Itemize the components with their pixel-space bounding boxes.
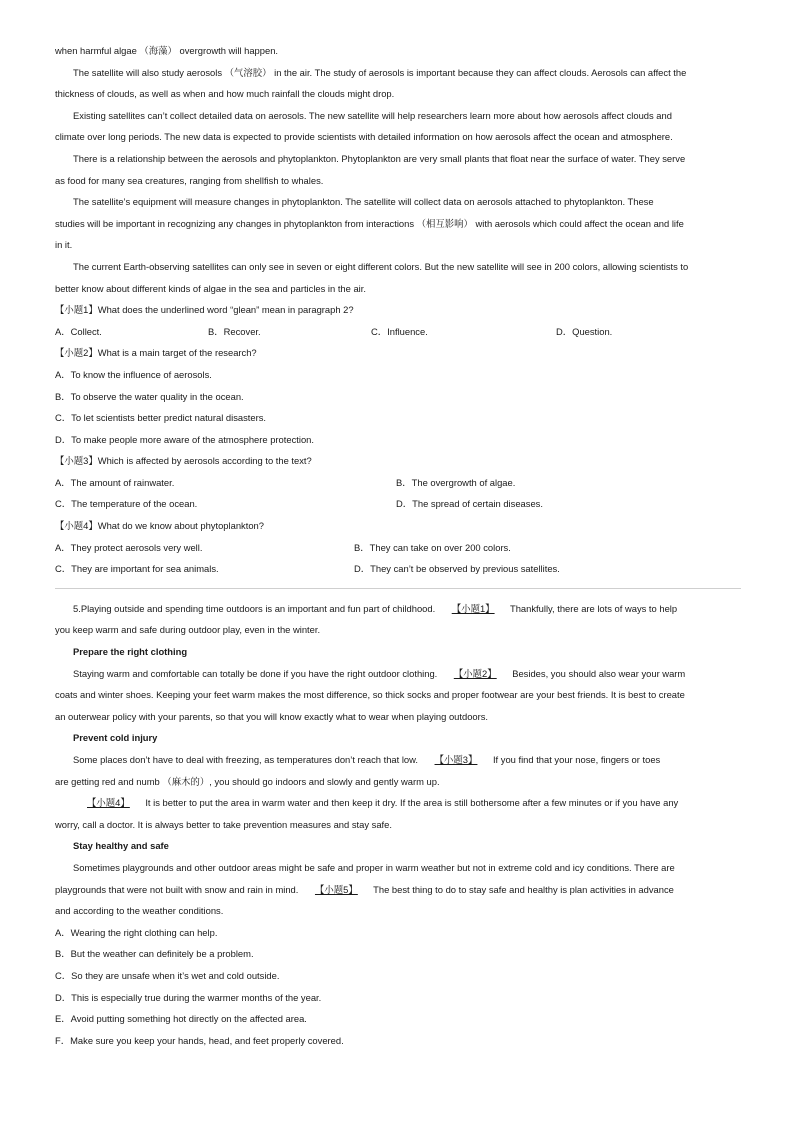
option-a[interactable]: A．Collect.	[55, 325, 102, 337]
passage-line: studies will be important in recognizing any changes in phytoplankton from interactions （相互影响） with aerosols which could affect the ocean and life	[55, 217, 684, 229]
section-heading: Prevent cold injury	[73, 732, 158, 744]
passage-line: worry, call a doctor. It is always better to take prevention measures and stay safe.	[55, 818, 392, 830]
section-heading: Prepare the right clothing	[73, 646, 188, 658]
blank-label: 【小题5】	[314, 883, 358, 895]
question-stem: 【小题3】Which is affected by aerosols according to the text?	[55, 455, 312, 467]
passage-text: Besides, you should also wear your warm	[512, 667, 686, 679]
option-b[interactable]: B．Recover.	[208, 325, 261, 337]
question-options-row	[55, 472, 742, 494]
section-divider	[55, 588, 741, 589]
passage-line: you keep warm and safe during outdoor play, even in the winter.	[55, 624, 321, 636]
blank-label: 【小题4】	[87, 797, 130, 809]
option-e[interactable]: E．Avoid putting something hot directly on the affected area.	[55, 1013, 307, 1025]
blank-label: 【小题2】	[453, 667, 497, 679]
option-d[interactable]: D．The spread of certain diseases.	[396, 498, 543, 510]
option-a[interactable]: A．They protect aerosols very well.	[55, 541, 203, 553]
question-2	[55, 342, 742, 450]
option-d[interactable]: D．Question.	[556, 325, 613, 337]
question-options	[55, 321, 742, 343]
question-options-row	[55, 558, 742, 580]
question-4	[55, 515, 742, 580]
question-1	[55, 299, 742, 342]
option-a[interactable]: A．Wearing the right clothing can help.	[55, 926, 218, 938]
passage-line: when harmful algae （海藻） overgrowth will happen.	[55, 45, 279, 56]
passage-text: If you find that your nose, fingers or toes	[492, 754, 661, 765]
option-f[interactable]: F．Make sure you keep your hands, head, and feet properly covered.	[55, 1034, 344, 1046]
blank-1[interactable]	[438, 598, 508, 620]
question-3	[55, 450, 742, 515]
passage-text: 5.Playing outside and spending time outdoors is an important and fun part of childhood.	[73, 602, 436, 614]
blank-label: 【小题1】	[451, 602, 495, 614]
passage-5	[55, 598, 742, 1051]
passage-text: Thankfully, there are lots of ways to help	[509, 602, 678, 614]
question-options-row	[55, 493, 742, 515]
section-heading: Stay healthy and safe	[73, 840, 169, 852]
passage-text: playgrounds that were not built with snow and rain in mind.	[55, 883, 299, 895]
document-page	[55, 40, 742, 1051]
passage-line: as food for many sea creatures, ranging from shellfish to whales.	[55, 174, 324, 186]
blank-label: 【小题3】	[434, 754, 478, 765]
option-d[interactable]: D．This is especially true during the warmer months of the year.	[55, 991, 322, 1003]
question-options-row	[55, 537, 742, 559]
option-b[interactable]: B．They can take on over 200 colors.	[354, 541, 511, 553]
option-c[interactable]: C．Influence.	[371, 325, 428, 337]
passage-line: The satellite’s equipment will measure changes in phytoplankton. The satellite will collect data on aerosols attached to phytoplankton. These	[73, 196, 654, 208]
option-c[interactable]: C．So they are unsafe when it’s wet and cold outside.	[55, 969, 280, 981]
passage-line	[55, 598, 742, 620]
passage-4	[55, 40, 742, 299]
passage-line	[55, 879, 742, 901]
passage-line	[55, 749, 742, 771]
passage-text: Staying warm and comfortable can totally be done if you have the right outdoor clothing.	[73, 667, 438, 679]
passage-line: an outerwear policy with your parents, so that you will know exactly what to wear when playing outdoors.	[55, 710, 489, 722]
blank-3[interactable]	[421, 749, 491, 771]
option-c[interactable]: C．They are important for sea animals.	[55, 563, 219, 575]
passage-text: It is better to put the area in warm water and then keep it dry. If the area is still bothersome after a few minutes or if you have any	[145, 797, 679, 809]
passage-line: The current Earth-observing satellites can only see in seven or eight different colors. But the new satellite will see in 200 colors, allowing scientists to	[73, 260, 689, 272]
passage-text: Some places don’t have to deal with freezing, as temperatures don’t reach that low.	[73, 754, 418, 765]
question-stem: 【小题4】What do we know about phytoplankton?	[55, 520, 264, 532]
passage-line: better know about different kinds of algae in the sea and particles in the air.	[55, 282, 366, 294]
option-c[interactable]: C．The temperature of the ocean.	[55, 498, 198, 510]
question-stem: 【小题1】What does the underlined word “glean” mean in paragraph 2?	[55, 304, 354, 316]
passage-line: and according to the weather conditions.	[55, 905, 224, 917]
passage-line	[55, 663, 742, 685]
passage-text: The best thing to do to stay safe and healthy is plan activities in advance	[373, 883, 674, 895]
passage-line: coats and winter shoes. Keeping your feet warm makes the most difference, so thick socks and proper footwear are your best friends. It is best to create	[55, 689, 685, 701]
passage-line: Sometimes playgrounds and other outdoor areas might be safe and proper in warm weather but not in extreme cold and icy conditions. There are	[73, 861, 675, 873]
passage-line	[55, 792, 742, 814]
option-a[interactable]: A．To know the influence of aerosols.	[55, 368, 212, 380]
option-b[interactable]: B．But the weather can definitely be a problem.	[55, 948, 254, 960]
blank-2[interactable]	[440, 663, 510, 685]
option-b[interactable]: B．The overgrowth of algae.	[396, 476, 516, 488]
blank-5[interactable]	[301, 879, 371, 901]
question-stem: 【小题2】What is a main target of the research?	[55, 347, 257, 359]
passage-line: Existing satellites can’t collect detailed data on aerosols. The new satellite will help researchers learn more about how aerosols affect clouds and	[73, 109, 672, 121]
blank-4[interactable]	[73, 792, 143, 814]
option-a[interactable]: A．The amount of rainwater.	[55, 476, 175, 488]
passage-line: are getting red and numb （麻木的）, you should go indoors and slowly and gently warm up.	[55, 775, 440, 787]
passage-line: There is a relationship between the aerosols and phytoplankton. Phytoplankton are very small plants that float near the surface of water. They serve	[73, 152, 686, 164]
option-c[interactable]: C．To let scientists better predict natural disasters.	[55, 412, 267, 424]
passage-line: in it.	[55, 239, 73, 251]
passage-line: The satellite will also study aerosols （气溶胶） in the air. The study of aerosols is important because they can affect clouds. Aerosols can affect the	[73, 66, 687, 78]
option-d[interactable]: D．They can’t be observed by previous satellites.	[354, 563, 560, 575]
passage-line: climate over long periods. The new data is expected to provide scientists with detailed information on how aerosols affect the ocean and atmosphere.	[55, 131, 673, 143]
option-b[interactable]: B．To observe the water quality in the ocean.	[55, 390, 244, 402]
option-d[interactable]: D．To make people more aware of the atmosphere protection.	[55, 433, 314, 445]
passage-line: thickness of clouds, as well as when and how much rainfall the clouds might drop.	[55, 88, 395, 100]
